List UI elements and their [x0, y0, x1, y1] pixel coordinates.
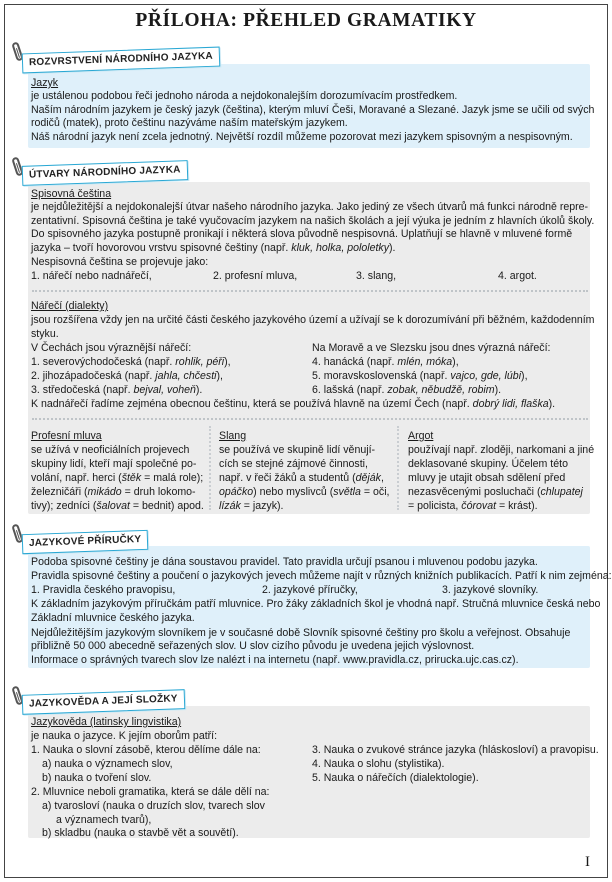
list-item: 1. Nauka o slovní zásobě, kterou dělíme dále na: — [31, 744, 261, 756]
text-line: je nejdůležitější a nejdokonalejší útvar našeho národního jazyka. Jako jediný ze všech útvarů má funkci národně repre- — [31, 201, 589, 213]
section-tag: ÚTVARY NÁRODNÍHO JAZYKA — [22, 160, 188, 186]
section-tag: JAZYKOVĚDA A JEJÍ SLOŽKY — [22, 689, 185, 715]
text-line: je ustálenou podobou řeči jednoho národa a nejdokonalejším dorozumívacím prostředkem. — [31, 90, 458, 102]
text-line — [31, 398, 555, 412]
list-item: 5. Nauka o nářečích (dialektologie). — [312, 772, 479, 784]
text-segment: ) nebo myslivců ( — [253, 486, 334, 498]
text-line: Pravidla spisovné češtiny a poučení o jazykových jevech můžeme najít v různých knižních publikacích. Patří k nim zejména: — [31, 570, 612, 582]
text-line: Nespisovná čeština se projevuje jako: — [31, 256, 209, 268]
subheading: V Čechách jsou výraznější nářečí: — [31, 342, 192, 354]
text-segment: nezasvěcenými posluchači ( — [408, 486, 541, 498]
text-segment: např. v řeči žáků a studentů ( — [219, 472, 356, 484]
subheading: Na Moravě a ve Slezsku jsou dnes výrazná nářečí: — [312, 342, 551, 354]
example-text: bejval, voheň — [133, 384, 196, 396]
text-segment: = oči, — [360, 486, 390, 498]
text-line: se používá ve skupině lidí věnují- — [219, 444, 376, 456]
text-segment: 2. jihozápadočeská (např. — [31, 370, 156, 382]
text-segment: = bednit) apod. — [129, 500, 204, 512]
page-title: PŘÍLOHA: PŘEHLED GRAMATIKY — [135, 10, 477, 31]
text-line — [31, 486, 196, 500]
example-text: vajco, gde, lúbi — [450, 370, 522, 382]
text-line: K základním jazykovým příručkám patří mluvnice. Pro žáky základních škol je vhodná např. Stručná mluvnice česká nebo — [31, 598, 601, 610]
handbook-item: 3. jazykové slovníky. — [442, 584, 539, 596]
list-subitem: b) nauka o tvoření slov. — [42, 772, 152, 784]
text-line: používají např. zloději, narkomani a jiné — [408, 444, 595, 456]
text-segment: 6. lašská (např. — [312, 384, 388, 396]
example-text: zobak, něbudžě, robim — [387, 384, 495, 396]
dialect-item — [312, 356, 459, 370]
list-subitem: b) skladbu (nauka o stavbě vět a souvětí). — [42, 827, 239, 839]
text-line: přibližně 50 000 abecedně seřazených slov. U slov cizího původu je uvedena jejich výslovnost. — [31, 640, 475, 652]
text-line: se užívá v neoficiálních projevech — [31, 444, 190, 456]
text-segment: ), — [521, 370, 528, 382]
example-text: mikádo — [87, 486, 122, 498]
text-line — [219, 500, 283, 514]
text-segment: = policista, — [408, 500, 462, 512]
text-line: jsou rozšířena vždy jen na určité části českého jazykového území a užívají se k dorozumívání při běžném, každodenním — [31, 314, 595, 326]
section-tag: ROZVRSTVENÍ NÁRODNÍHO JAZYKA — [22, 47, 221, 74]
example-text: kluk, holka, pololetky — [291, 242, 390, 254]
dialect-item — [312, 384, 501, 398]
text-segment: ), — [452, 356, 459, 368]
text-segment: ). — [195, 384, 203, 396]
text-segment: ). — [389, 242, 396, 254]
term-heading: Jazyk — [31, 77, 59, 89]
text-line: styku. — [31, 328, 59, 340]
dialect-item — [31, 384, 202, 398]
text-line — [408, 486, 583, 500]
text-line — [31, 242, 396, 256]
example-text: jahla, chčesti — [155, 370, 217, 382]
list-subitem: a významech tvarů), — [56, 814, 152, 826]
text-segment: = jazyk). — [240, 500, 284, 512]
text-segment: 1. severovýchodočeská (např. — [31, 356, 176, 368]
text-segment: železničáři ( — [31, 486, 88, 498]
section-tag: JAZYKOVÉ PŘÍRUČKY — [22, 530, 149, 554]
dotted-divider — [32, 290, 588, 292]
term-heading: Jazykověda (latinsky lingvistika) — [31, 716, 182, 728]
text-line: Naším národním jazykem je český jazyk (čeština), kterým mluví Češi, Moravané a Slezané. Jazyk jsme se učili od svých — [31, 104, 595, 116]
text-line: zentativní. Spisovná čeština je také vyučovacím jazykem na našich školách a její výuka je jedním z hlavních úkolů školy. — [31, 215, 595, 227]
example-text: čórovat — [461, 500, 497, 512]
text-segment: = druh lokomo- — [121, 486, 196, 498]
term-heading: Profesní mluva — [31, 430, 102, 442]
dotted-divider — [32, 418, 588, 420]
example-text: štěk — [121, 472, 142, 484]
text-line: Informace o správných tvarech slov lze nalézt i na internetu (např. www.pravidla.cz, prirucka.ujc.cas.cz). — [31, 654, 519, 666]
text-segment: ), — [224, 356, 231, 368]
form-item: 2. profesní mluva, — [213, 270, 298, 282]
example-text: opáčko — [219, 486, 254, 498]
text-line: je nauka o jazyce. K jejím oborům patří: — [31, 730, 218, 742]
text-line — [219, 486, 390, 500]
term-heading: Slang — [219, 430, 247, 442]
text-segment: = malá role); — [141, 472, 204, 484]
dialect-item — [31, 370, 223, 384]
text-segment: tivy); zedníci ( — [31, 500, 97, 512]
text-line — [219, 472, 384, 486]
example-text: děják — [355, 472, 381, 484]
text-segment: 4. hanácká (např. — [312, 356, 398, 368]
text-line: Do spisovného jazyka postupně pronikají i některá slova původně nespisovná. Uplatňují se hlavně v mluvené formě — [31, 228, 573, 240]
text-line — [31, 472, 203, 486]
term-heading: Spisovná čeština — [31, 188, 112, 200]
form-item: 4. argot. — [498, 270, 537, 282]
text-line: cích se stejné zájmové činnosti, — [219, 458, 368, 470]
dialect-item — [31, 356, 231, 370]
term-heading: Nářečí (dialekty) — [31, 300, 109, 312]
example-text: rohlik, péři — [175, 356, 225, 368]
text-line — [408, 500, 538, 514]
example-text: chlupatej — [540, 486, 583, 498]
text-segment: , — [380, 472, 384, 484]
text-line: rodičů (matek), proto češtinu nazýváme naším mateřským jazykem. — [31, 117, 348, 129]
example-text: šalovat — [96, 500, 130, 512]
form-item: 3. slang, — [356, 270, 397, 282]
text-line: Náš národní jazyk není zcela jednotný. Největší rozdíl můžeme pozorovat mezi jazykem spisovným a nespisovným. — [31, 131, 573, 143]
list-subitem: a) nauka o významech slov, — [42, 758, 173, 770]
text-segment: volání, např. herci ( — [31, 472, 122, 484]
list-item: 4. Nauka o slohu (stylistika). — [312, 758, 445, 770]
text-segment: ). — [548, 398, 556, 410]
handbook-item: 1. Pravidla českého pravopisu, — [31, 584, 176, 596]
term-heading: Argot — [408, 430, 434, 442]
text-line: mluvy je utajit obsah sdělení před — [408, 472, 566, 484]
text-line: Nejdůležitějším jazykovým slovníkem je v současné době Slovník spisovné češtiny pro školu a veřejnost. Obsahuje — [31, 627, 571, 639]
dialect-item — [312, 370, 528, 384]
text-segment: 5. moravskoslovenská (např. — [312, 370, 451, 382]
example-text: světla — [333, 486, 361, 498]
list-subitem: a) tvarosloví (nauka o druzích slov, tvarech slov — [42, 800, 265, 812]
form-item: 1. nářečí nebo nadnářečí, — [31, 270, 152, 282]
column-divider — [397, 426, 399, 510]
column-divider — [209, 426, 211, 510]
list-item: 2. Mluvnice neboli gramatika, která se dále dělí na: — [31, 786, 270, 798]
text-segment: ), — [216, 370, 223, 382]
text-segment: ). — [494, 384, 502, 396]
text-line: Podoba spisovné češtiny je dána soustavou pravidel. Tato pravidla určují psanou i mluvenou podobu jazyka. — [31, 556, 538, 568]
example-text: mlén, móka — [397, 356, 453, 368]
text-segment: = krást). — [496, 500, 538, 512]
text-line — [31, 500, 204, 514]
example-text: lízák — [219, 500, 241, 512]
text-line: skupiny lidí, kteří mají společné po- — [31, 458, 197, 470]
text-line: deklasované skupiny. Účelem této — [408, 458, 568, 470]
example-text: dobrý lidi, flaška — [472, 398, 549, 410]
handbook-item: 2. jazykové příručky, — [262, 584, 358, 596]
text-segment: jazyka – tvoří hovorovou vrstvu spisovné češtiny (např. — [31, 242, 292, 254]
page-number: I — [585, 854, 590, 870]
text-segment: 3. středočeská (např. — [31, 384, 134, 396]
text-line: Základní mluvnice českého jazyka. — [31, 612, 195, 624]
list-item: 3. Nauka o zvukové stránce jazyka (hláskosloví) a pravopisu. — [312, 744, 599, 756]
text-segment: K nadnářečí řadíme zejména obecnou češtinu, která se používá hlavně na území Čech (např. — [31, 398, 473, 410]
